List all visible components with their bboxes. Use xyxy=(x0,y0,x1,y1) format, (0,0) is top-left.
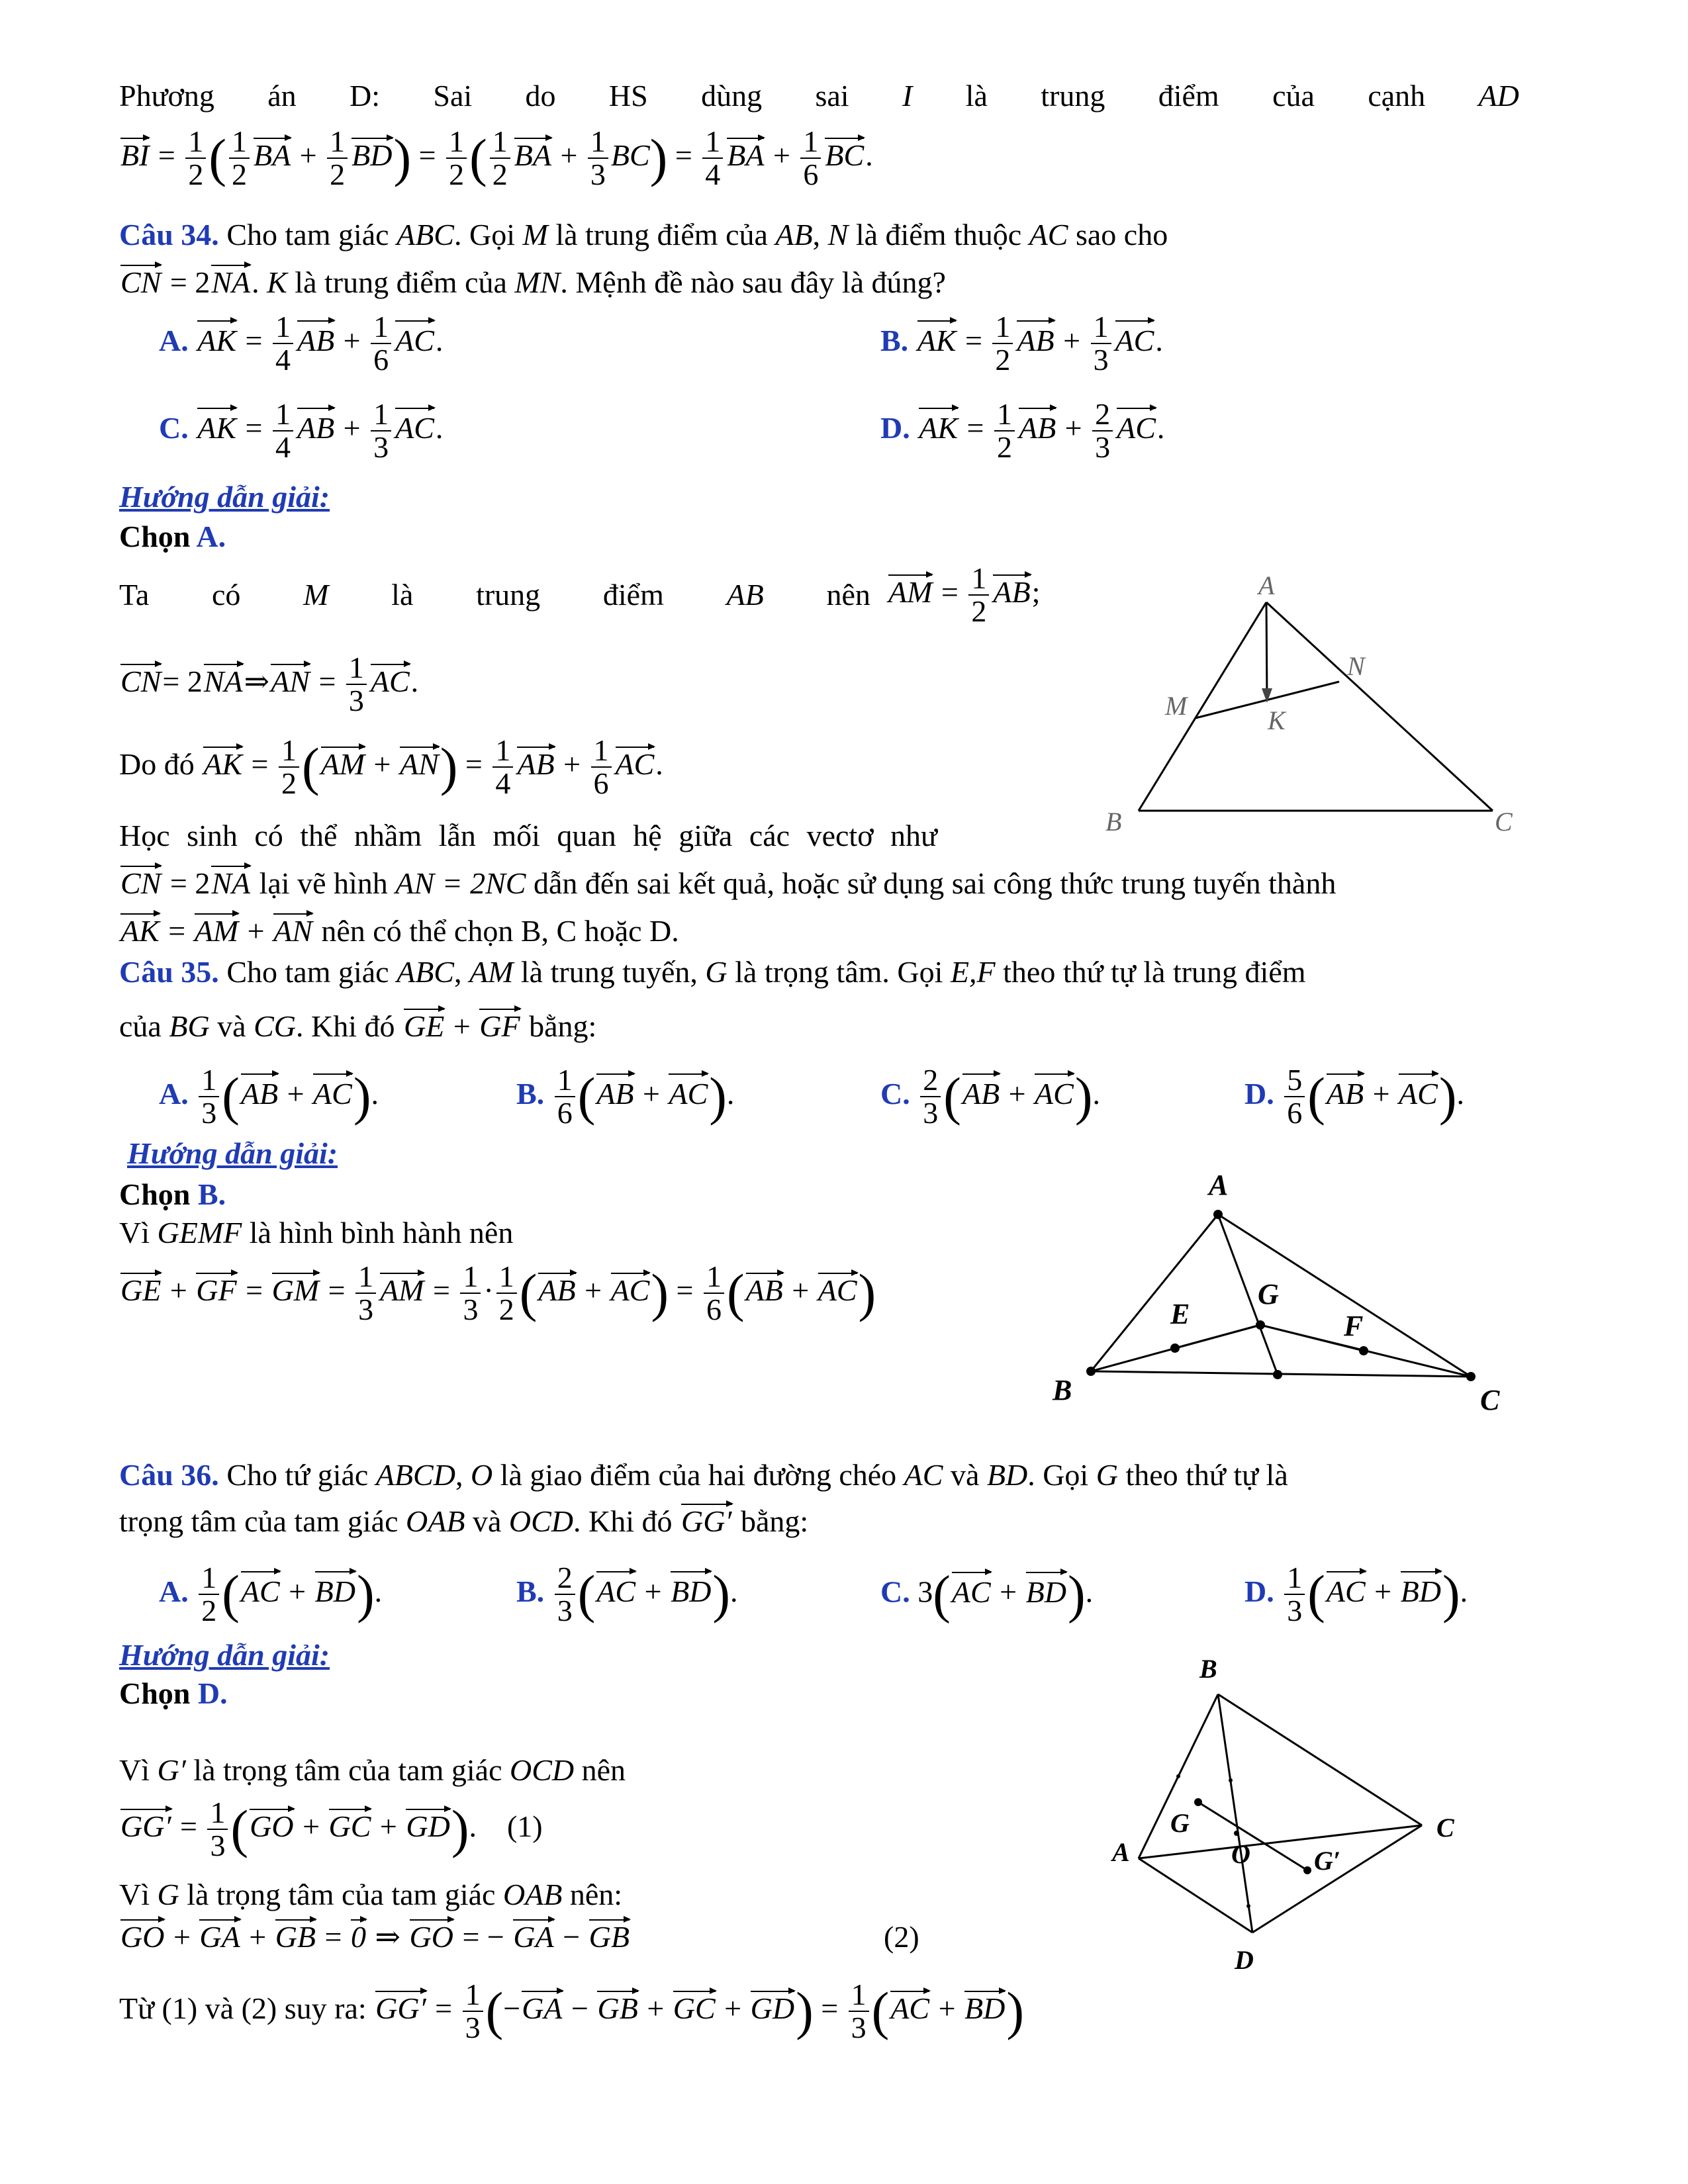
word: I xyxy=(902,79,913,113)
fraction: $\frac{1}{3}$ xyxy=(588,126,608,191)
vector: BD xyxy=(352,138,393,172)
label-O: O xyxy=(1231,1839,1250,1869)
q36-eq2-tag: (2) xyxy=(884,1920,919,1954)
fraction: $\frac{1}{2}$ xyxy=(185,126,206,191)
vector: CN xyxy=(120,265,162,299)
label-C: C xyxy=(1436,1813,1454,1843)
fraction: $\frac{1}{2}$ xyxy=(327,126,348,191)
word: là xyxy=(965,79,988,113)
side-AC xyxy=(1266,602,1493,811)
vector: BA xyxy=(254,138,291,172)
q36-option-b[interactable]: B. $\frac{2}{3}$ (AC + BD). xyxy=(516,1561,738,1628)
label-F: F xyxy=(1344,1310,1364,1342)
q34-triangle-figure xyxy=(1086,576,1523,847)
vector: BA xyxy=(727,138,765,172)
label-C: C xyxy=(1480,1384,1500,1416)
q36-sol-eq3: Từ (1) và (2) suy ra: GG′ = $\frac{1}{3}$ (−GA − GB + GC + GD) = $\frac{1}{3}$ (AC + BD) xyxy=(119,1978,1025,2045)
q34-sol-eq2: CN= 2NA⇒AN = $\frac{1}{3}$ AC. xyxy=(120,651,419,718)
word: trung xyxy=(1041,79,1105,113)
fraction: $\frac{1}{2}$ xyxy=(490,126,510,191)
vector: BI xyxy=(120,138,150,172)
q35-option-b[interactable]: B. $\frac{1}{6}$ (AB + AC). xyxy=(516,1063,735,1130)
label-G: G xyxy=(1258,1278,1279,1310)
q36-guide-heading: Hướng dẫn giải: xyxy=(119,1638,330,1672)
op: + xyxy=(299,138,317,172)
word: do xyxy=(525,79,556,113)
fraction: $\frac{1}{4}$ xyxy=(702,126,723,191)
q34-guide-heading: Hướng dẫn giải: xyxy=(119,480,330,514)
word: cạnh xyxy=(1368,79,1426,113)
prev-equation: BI = $\frac{1}{2}$ ( $\frac{1}{2}$ BA + $\frac{1}{2}$ BD) = $\frac{1}{2}$ ( $\frac{1}{2}$ BA + $\frac{1}{3}$ BC) = $\frac{1}{4}$ BA + $\frac{1}{6}$ BC. xyxy=(120,124,873,192)
q34-option-a[interactable]: A. AK = $\frac{1}{4}$ AB + $\frac{1}{6}$ AC. xyxy=(159,310,444,377)
vector: NA xyxy=(211,265,251,299)
q34-option-b[interactable]: B. AK = $\frac{1}{2}$ AB + $\frac{1}{3}$ AC. xyxy=(880,310,1163,377)
op: = xyxy=(418,138,436,172)
label-C: C xyxy=(1495,807,1513,837)
prev-line1 xyxy=(119,81,1519,111)
q34-label: Câu 34. xyxy=(119,218,219,251)
vector: BA xyxy=(514,138,551,172)
label-K: K xyxy=(1268,705,1286,735)
fraction: $\frac{1}{6}$ xyxy=(800,126,821,191)
word: của xyxy=(1272,79,1315,113)
q34-sol-eq1: AM = $\frac{1}{2}$ AB; xyxy=(888,561,1041,629)
q36-sol-eq1: GG′ = $\frac{1}{3}$ (GO + GC + GD). (1) xyxy=(120,1796,543,1863)
word: án xyxy=(267,79,297,113)
label-G-prime: G′ xyxy=(1314,1846,1341,1876)
q36-option-c[interactable]: C. 3(AC + BD). xyxy=(880,1566,1094,1624)
op: + xyxy=(773,138,790,172)
q35-line1: Câu 35. Cho tam giác ABC, AM là trung tuyến, G là trọng tâm. Gọi E,F theo thứ tự là trung điểm xyxy=(119,955,1306,989)
op: = xyxy=(158,138,175,172)
word: Phương xyxy=(119,79,214,113)
period: . xyxy=(865,138,873,172)
q34-option-c[interactable]: C. AK = $\frac{1}{4}$ AB + $\frac{1}{3}$ AC. xyxy=(159,397,444,465)
word: AD xyxy=(1478,79,1519,113)
q34-line2: CN = 2NA. K là trung điểm của MN. Mệnh đề nào sau đây là đúng? xyxy=(120,265,946,299)
label-G: G xyxy=(1170,1808,1190,1838)
q34-note-line2: CN = 2NA lại vẽ hình AN = 2NC dẫn đến sai kết quả, hoặc sử dụng sai công thức trung tuyến thành xyxy=(120,866,1336,900)
q34-sol-line1: Ta có M là trung điểm AB nên xyxy=(119,578,870,612)
word: Sai xyxy=(433,79,473,113)
q35-option-a[interactable]: A. $\frac{1}{3}$ (AB + AC). xyxy=(159,1063,379,1130)
q34-note-line3: AK = AM + AN nên có thể chọn B, C hoặc D. xyxy=(120,914,679,948)
label-A: A xyxy=(1209,1169,1229,1201)
q36-sol-line1: Vì G′ là trọng tâm của tam giác OCD nên xyxy=(119,1753,626,1787)
q36-option-a[interactable]: A. $\frac{1}{2}$ (AC + BD). xyxy=(159,1561,383,1628)
q36-line1: Câu 36. Cho tứ giác ABCD, O là giao điểm của hai đường chéo AC và BD. Gọi G theo thứ tự là xyxy=(119,1458,1288,1492)
vector: BC xyxy=(825,138,865,172)
q36-option-d[interactable]: D. $\frac{1}{3}$ (AC + BD). xyxy=(1244,1561,1468,1628)
q35-line2: của BG và CG. Khi đó GE + GF bằng: xyxy=(119,1009,597,1043)
term: BC xyxy=(610,138,650,172)
q35-sol-eq: GE + GF = GM = $\frac{1}{3}$ AM = $\frac{1}{3}$ · $\frac{1}{2}$ (AB + AC) = $\frac{1}{6}$ (AB + AC) xyxy=(120,1259,876,1327)
label-E: E xyxy=(1170,1298,1190,1330)
q35-guide-heading: Hướng dẫn giải: xyxy=(127,1136,338,1170)
q34-sol-eq3: Do đó AK = $\frac{1}{2}$ (AM + AN) = $\frac{1}{4}$ AB + $\frac{1}{6}$ AC. xyxy=(119,733,663,801)
q36-answer: Chọn D. xyxy=(119,1676,228,1710)
word: dùng xyxy=(701,79,763,113)
fraction: $\frac{1}{2}$ xyxy=(446,126,467,191)
vector-AK xyxy=(1266,602,1267,700)
fraction: $\frac{1}{2}$ xyxy=(229,126,250,191)
word: điểm xyxy=(1158,79,1219,113)
q35-answer: Chọn B. xyxy=(119,1177,226,1211)
q34-answer: Chọn A. xyxy=(119,520,226,553)
side-AB xyxy=(1139,602,1266,811)
q35-label: Câu 35. xyxy=(119,955,219,989)
q36-line2: trọng tâm của tam giác OAB và OCD. Khi đó GG′ bằng: xyxy=(119,1504,809,1538)
q36-sol-eq2: GO + GA + GB = 0 ⇒ GO = − GA − GB xyxy=(120,1920,630,1954)
label-B: B xyxy=(1105,807,1122,837)
q35-sol-line1: Vì GEMF là hình bình hành nên xyxy=(119,1216,514,1250)
q34-note-line1: Học sinh có thể nhầm lẫn mối quan hệ giữa các vectơ như xyxy=(119,819,937,852)
q36-label: Câu 36. xyxy=(119,1458,219,1492)
label-D: D xyxy=(1235,1945,1254,1975)
q36-sol-line3: Vì G là trọng tâm của tam giác OAB nên: xyxy=(119,1878,623,1911)
q34-option-d[interactable]: D. AK = $\frac{1}{2}$ AB + $\frac{2}{3}$ AC. xyxy=(880,397,1165,465)
label-B: B xyxy=(1199,1654,1217,1684)
q36-quadrilateral-figure xyxy=(1099,1648,1496,1992)
op: + xyxy=(560,138,578,172)
op: = xyxy=(675,138,692,172)
q34-line1: Câu 34. Cho tam giác ABC. Gọi M là trung điểm của AB, N là điểm thuộc AC sao cho xyxy=(119,218,1168,251)
q35-option-c[interactable]: C. $\frac{2}{3}$ (AB + AC). xyxy=(880,1063,1100,1130)
word: D: xyxy=(350,79,381,113)
label-B: B xyxy=(1053,1374,1072,1406)
label-M: M xyxy=(1165,691,1188,721)
q35-triangle-figure xyxy=(1033,1165,1536,1430)
label-A: A xyxy=(1258,576,1275,600)
label-N: N xyxy=(1347,651,1365,681)
q35-option-d[interactable]: D. $\frac{5}{6}$ (AB + AC). xyxy=(1244,1063,1464,1130)
word: HS xyxy=(608,79,648,113)
word: sai xyxy=(815,79,849,113)
label-A: A xyxy=(1112,1837,1130,1867)
